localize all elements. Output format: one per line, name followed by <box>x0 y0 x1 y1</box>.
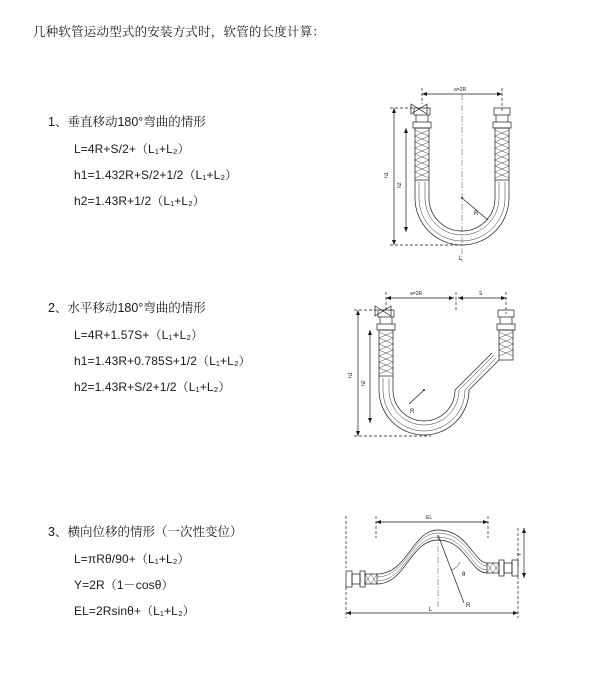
page-title: 几种软管运动型式的安装方式时，软管的长度计算： <box>33 25 326 39</box>
label-radius: R <box>466 603 471 609</box>
section-1-formula-3: h2=1.43R+1/2（L₁+L₂） <box>74 194 206 208</box>
section-3-text <box>48 522 242 628</box>
dim-h1-label: h1 <box>348 372 354 378</box>
section-3-title: 3、横向位移的情形（一次性变位） <box>48 525 243 539</box>
section-3-formula-3: EL=2Rsinθ+（L₁+L₂） <box>74 604 195 618</box>
section-3-formula-2: Y=2R（1－cosθ） <box>74 578 174 592</box>
label-radius: R <box>474 211 479 217</box>
section-1-formula-2: h1=1.432R+S/2+1/2（L₁+L₂） <box>74 168 238 182</box>
dim-h1-label: h1 <box>384 172 390 178</box>
label-radius: R <box>410 409 415 415</box>
section-2-formula-3: h2=1.43R+S/2+1/2（L₁+L₂） <box>74 380 231 394</box>
dim-top-label: a=2R <box>454 87 467 93</box>
label-bottom: L <box>429 607 433 613</box>
section-2-formula-1: L=4R+1.57S+（L₁+L₂） <box>74 328 204 342</box>
vertical-180-bend-diagram <box>306 70 526 290</box>
horizontal-180-bend-diagram <box>306 280 526 450</box>
section-3-formula-1: L=πRθ/90+（L₁+L₂） <box>74 552 190 566</box>
label-angle: θ <box>462 572 466 578</box>
dim-top-label: EL <box>426 515 433 521</box>
section-1-title: 1、垂直移动180°弯曲的情形 <box>48 115 206 129</box>
section-2-title: 2、水平移动180°弯曲的情形 <box>48 301 206 315</box>
dim-y-label: Y <box>517 552 523 556</box>
dim-h2-label: h2 <box>361 380 367 386</box>
section-2-text <box>48 298 251 404</box>
section-1-formula-1: L=4R+S/2+（L₁+L₂） <box>74 142 190 156</box>
dim-top-right-label: S <box>479 291 483 297</box>
dim-top-label: a=2R <box>410 291 423 297</box>
section-2-formula-2: h1=1.43R+0.785S+1/2（L₁+L₂） <box>74 354 251 368</box>
label-bottom: L <box>459 256 463 262</box>
lateral-offset-diagram <box>288 508 538 628</box>
section-1-text <box>48 112 237 218</box>
figure-lateral-offset <box>288 508 538 628</box>
dim-h2-label: h2 <box>397 182 403 188</box>
figure-vertical-180 <box>306 70 526 290</box>
figure-horizontal-180 <box>306 280 526 450</box>
